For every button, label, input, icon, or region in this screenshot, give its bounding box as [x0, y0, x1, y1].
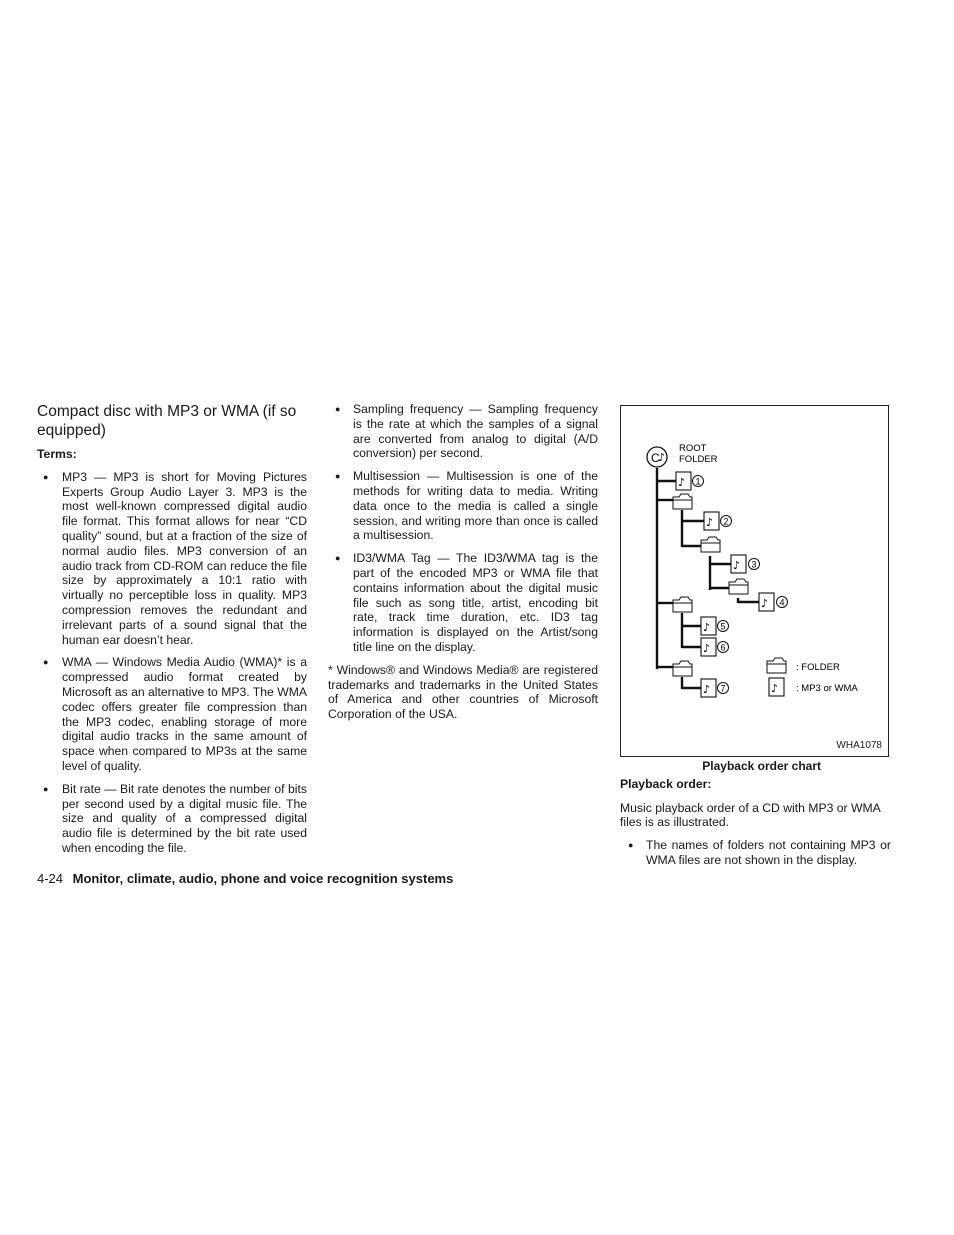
track-number-1 [693, 476, 704, 487]
page-number: 4-24 [37, 871, 64, 886]
svg-text:♪: ♪ [771, 682, 779, 695]
music-file-icon [701, 679, 716, 697]
term-bit-rate: ● Bit rate — Bit rate denotes the number of bits per second used by a digital music file. The size and quality of a compressed digital audio file is determined by the bit rate used when encoding the file. [37, 782, 307, 856]
playback-order-diagram [620, 405, 889, 757]
term-wma: ● WMA — Windows Media Audio (WMA)* is a compressed audio format created by Microsoft as an alternative to MP3. The WMA codec offers greater file compression than the MP3 codec, enabling storage of more digital audio tracks in the same amount of space when compared to MP3s at the same level of quality. [37, 655, 307, 773]
svg-text:5: 5 [720, 621, 726, 632]
svg-text:♪: ♪ [703, 642, 711, 655]
terms-list-left [37, 470, 307, 856]
music-file-icon [701, 617, 716, 635]
root-folder-cd-icon [647, 447, 667, 467]
left-column [37, 402, 307, 864]
svg-text:6: 6 [720, 642, 726, 653]
folder-icon [673, 661, 692, 676]
legend-music-file-icon [769, 678, 784, 696]
svg-text:♪: ♪ [761, 597, 769, 610]
music-file-icon [759, 593, 774, 611]
playback-note: ● The names of folders not containing MP3 or WMA files are not shown in the display. [620, 838, 891, 868]
page-footer [37, 871, 453, 886]
track-number-4 [777, 597, 788, 608]
svg-text:7: 7 [720, 683, 726, 694]
playback-order-body: Music playback order of a CD with MP3 or WMA files is as illustrated. [620, 800, 881, 830]
svg-text:4: 4 [779, 597, 785, 608]
chapter-title: Monitor, climate, audio, phone and voice recognition systems [72, 871, 454, 886]
svg-text:3: 3 [751, 559, 757, 570]
svg-text:♪: ♪ [706, 516, 714, 529]
folder-icon [673, 597, 692, 612]
section-title: Compact disc with MP3 or WMA (if so equipped) [37, 403, 297, 439]
middle-column [328, 402, 598, 722]
svg-text:2: 2 [723, 516, 729, 527]
playback-order-heading: Playback order: [620, 776, 712, 791]
svg-text:C: C [651, 451, 660, 465]
music-file-icon [731, 555, 746, 573]
root-label-line2: FOLDER [679, 454, 718, 465]
svg-text:1: 1 [695, 476, 701, 487]
figure-caption: Playback order chart [702, 759, 821, 773]
terms-list-middle [328, 402, 598, 655]
root-label-line1: ROOT [679, 443, 707, 454]
term-multisession: ● Multisession — Multisession is one of the methods for writing data to media. Writing data once to the media is called a single session, and writing more than once is called a multisession. [328, 469, 598, 543]
music-file-icon [701, 638, 716, 656]
track-number-2 [721, 516, 732, 527]
legend-file-label: : MP3 or WMA [796, 683, 858, 694]
right-column [620, 405, 891, 876]
svg-text:♪: ♪ [678, 476, 686, 489]
folder-icon [673, 494, 692, 509]
svg-text:♪: ♪ [703, 683, 711, 696]
legend-folder-label: : FOLDER [796, 662, 840, 673]
svg-text:♪: ♪ [703, 621, 711, 634]
folder-icon [701, 537, 720, 552]
term-id3-wma-tag: ● ID3/WMA Tag — The ID3/WMA tag is the part of the encoded MP3 or WMA file that contains information about the digital music file such as song title, artist, encoding bit rate, track time duration, etc. ID3 tag information is displayed on the Artist/song title line on the display. [328, 551, 598, 655]
track-number-3 [749, 559, 760, 570]
track-number-7 [718, 683, 729, 694]
track-number-6 [718, 642, 729, 653]
music-file-icon [704, 512, 719, 530]
terms-heading: Terms: [37, 447, 77, 461]
trademark-note: * Windows® and Windows Media® are registered trademarks and trademarks in the United States of America and other countries of Microsoft Corporation of the USA. [328, 662, 598, 722]
playback-notes [620, 838, 891, 868]
track-number-5 [718, 621, 729, 632]
svg-text:♪: ♪ [658, 451, 666, 464]
term-mp3: ● MP3 — MP3 is short for Moving Pictures Experts Group Audio Layer 3. MP3 is the most well-known compressed digital audio file format. This format allows for near “CD quality” sound, but at a fraction of the size of normal audio files. MP3 conversion of an audio track from CD-ROM can reduce the file size by approximately a 10:1 ratio with virtually no perceptible loss in quality. MP3 compression removes the redundant and irrelevant parts of a sound signal that the human ear doesn’t hear. [37, 470, 307, 648]
folder-icon [729, 579, 748, 594]
legend-folder-icon [767, 658, 786, 673]
svg-text:♪: ♪ [733, 559, 741, 572]
figure-code: WHA1078 [836, 740, 882, 752]
term-sampling-frequency: ● Sampling frequency — Sampling frequency is the rate at which the samples of a signal are converted from analog to digital (A/D conversion) per second. [328, 402, 598, 461]
music-file-icon [676, 472, 691, 490]
folder-tree-graphic [621, 406, 890, 758]
